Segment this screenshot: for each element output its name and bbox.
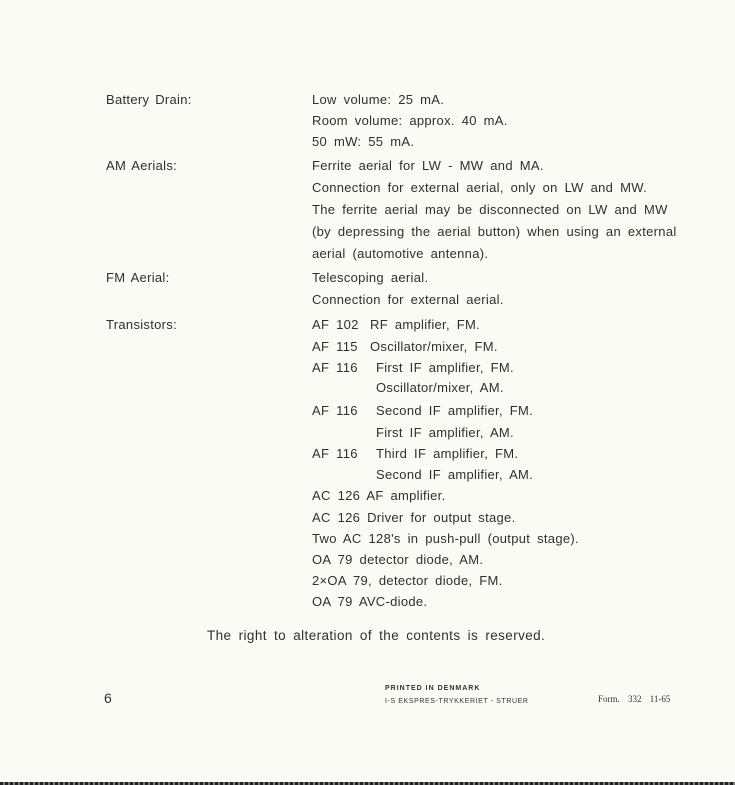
transistor-desc: Second IF amplifier, FM. [376,403,534,418]
battery-line: 50 mW: 55 mA. [312,134,415,149]
transistor-desc: Oscillator/mixer, FM. [370,339,498,354]
transistor-line: Two AC 128's in push-pull (output stage). [312,531,579,546]
rights-reserved-note: The right to alteration of the contents is reserved. [207,628,546,643]
am-aerials-line: Connection for external aerial, only on LW and MW. [312,180,648,195]
transistor-row [312,380,504,395]
transistor-row [312,446,518,461]
transistor-desc: First IF amplifier, AM. [376,425,514,440]
transistor-row [312,317,480,332]
transistor-code: AF 116 [312,446,358,461]
transistor-desc: Oscillator/mixer, AM. [376,380,504,395]
transistor-desc: Third IF amplifier, FM. [376,446,519,461]
transistor-desc: Second IF amplifier, AM. [376,467,534,482]
am-aerials-line: The ferrite aerial may be disconnected on LW and MW [312,202,668,217]
transistor-code: AF 116 [312,360,358,375]
transistor-row [312,360,514,375]
transistor-row [312,425,514,440]
battery-line: Low volume: 25 mA. [312,92,445,107]
transistor-line: AC 126 Driver for output stage. [312,510,516,525]
transistor-desc: First IF amplifier, FM. [376,360,514,375]
transistor-code [312,425,376,440]
battery-line: Room volume: approx. 40 mA. [312,113,508,128]
form-code [598,694,670,704]
transistor-line: OA 79 detector diode, AM. [312,552,484,567]
transistor-code [312,467,376,482]
transistor-line: AC 126 AF amplifier. [312,488,446,503]
am-aerials-line: (by depressing the aerial button) when using an external [312,224,677,239]
transistor-code [312,380,376,395]
transistor-line: 2×OA 79, detector diode, FM. [312,573,503,588]
transistor-code: AF 115 [312,339,358,354]
am-aerials-label: AM Aerials: [106,158,178,173]
transistor-code: AF 116 [312,403,358,418]
transistor-row [312,467,533,482]
printer-line: I-S EKSPRES-TRYKKERIET - STRUER [385,698,529,705]
transistors-label: Transistors: [106,317,178,332]
fm-aerial-line: Connection for external aerial. [312,292,504,307]
battery-drain-label: Battery Drain: [106,92,192,107]
transistor-line: OA 79 AVC-diode. [312,594,428,609]
page-number: 6 [104,690,112,706]
fm-aerial-label: FM Aerial: [106,270,170,285]
transistor-desc: RF amplifier, FM. [370,317,481,332]
transistor-row [312,339,498,354]
transistor-code: AF 102 [312,317,359,332]
am-aerials-line: Ferrite aerial for LW - MW and MA. [312,158,544,173]
transistor-row [312,403,533,418]
am-aerials-line: aerial (automotive antenna). [312,246,489,261]
form-number: Form. 332 [598,694,642,704]
printer-imprint [385,682,529,708]
fm-aerial-line: Telescoping aerial. [312,270,429,285]
printer-line: PRINTED IN DENMARK [385,685,481,692]
print-date: 11-65 [649,694,671,704]
